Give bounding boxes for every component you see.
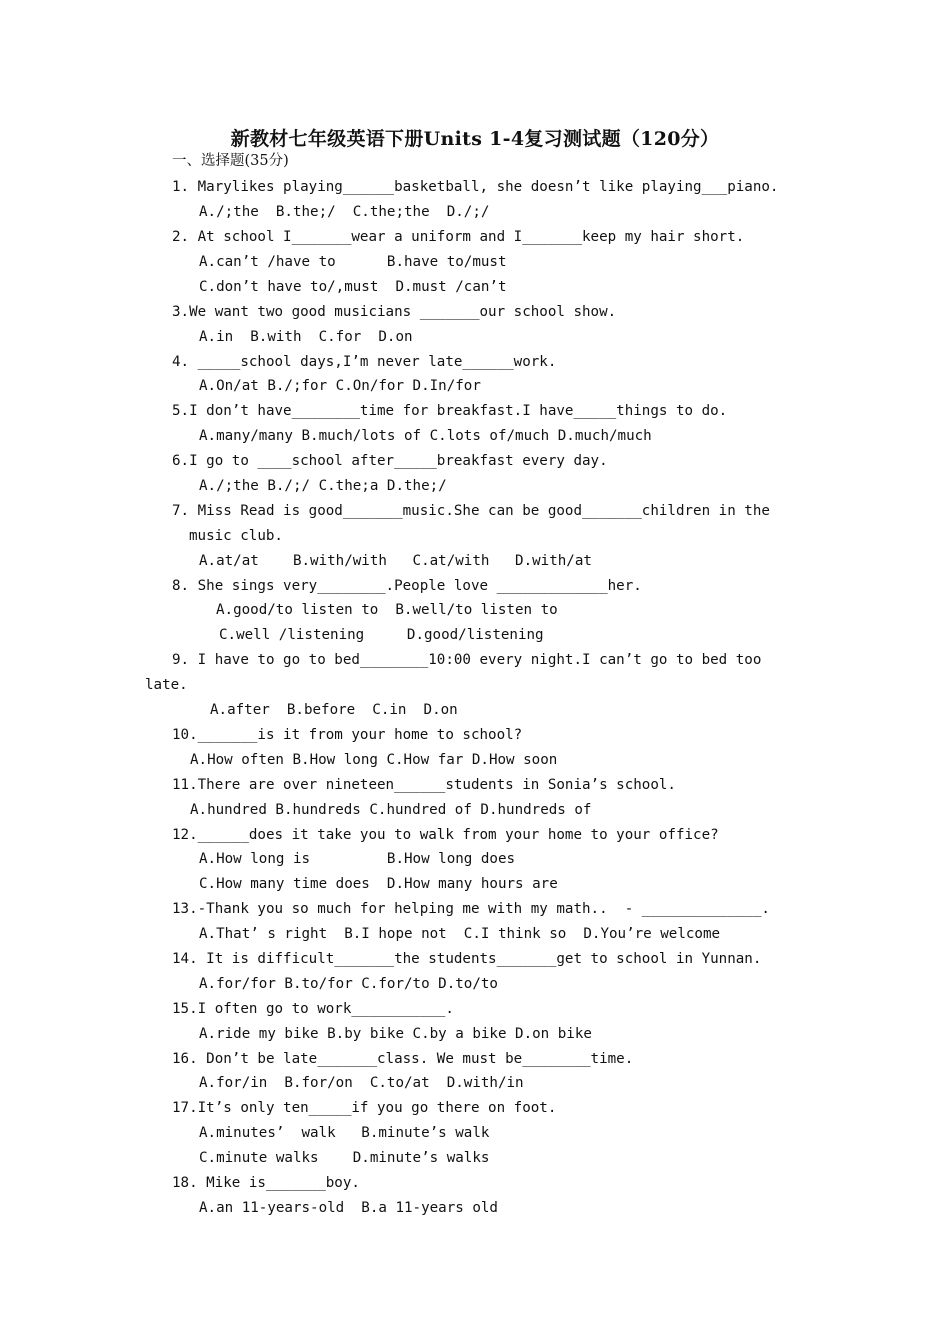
question-line: 3.We want two good musicians _______our school show. — [172, 304, 617, 320]
options-line: A.at/at B.with/with C.at/with D.with/at — [199, 553, 592, 569]
question-line: 2. At school I_______wear a uniform and I_______keep my hair short. — [172, 229, 745, 245]
question-line: 8. She sings very________.People love _____________her. — [172, 578, 642, 594]
question-line: 5.I don’t have________time for breakfast.I have_____things to do. — [172, 403, 728, 419]
question-line: 1. Marylikes playing______basketball, she doesn’t like playing___piano. — [172, 179, 779, 195]
question-line: 16. Don’t be late_______class. We must be________time. — [172, 1051, 634, 1067]
options-line: A.On/at B./;for C.On/for D.In/for — [199, 378, 481, 394]
question-line: 17.It’s only ten_____if you go there on foot. — [172, 1100, 557, 1116]
question-line: 6.I go to ____school after_____breakfast every day. — [172, 453, 608, 469]
options-line: A.for/in B.for/on C.to/at D.with/in — [199, 1075, 524, 1091]
options-line: A.That’ s right B.I hope not C.I think so D.You’re welcome — [199, 926, 721, 942]
question-line: 14. It is difficult_______the students_______get to school in Yunnan. — [172, 951, 762, 967]
options-line: A.in B.with C.for D.on — [199, 329, 413, 345]
question-line: late. — [145, 677, 188, 693]
page-title: 新教材七年级英语下册Units 1-4复习测试题（120分） — [230, 128, 720, 150]
question-line: 7. Miss Read is good_______music.She can be good_______children in the — [172, 503, 770, 519]
question-line: 11.There are over nineteen______students in Sonia’s school. — [172, 777, 676, 793]
options-line: C.don’t have to/,must D.must /can’t — [199, 279, 507, 295]
question-line: 18. Mike is_______boy. — [172, 1175, 360, 1191]
options-line: A.How often B.How long C.How far D.How soon — [190, 752, 558, 768]
question-line: 12.______does it take you to walk from your home to your office? — [172, 827, 719, 843]
options-line: A.for/for B.to/for C.for/to D.to/to — [199, 976, 498, 992]
options-line: A.How long is B.How long does — [199, 851, 516, 867]
options-line: A.ride my bike B.by bike C.by a bike D.on bike — [199, 1026, 592, 1042]
options-line: A./;the B./;/ C.the;a D.the;/ — [199, 478, 447, 494]
options-line: C.minute walks D.minute’s walks — [199, 1150, 490, 1166]
question-line: 15.I often go to work___________. — [172, 1001, 454, 1017]
options-line: A.can’t /have to B.have to/must — [199, 254, 507, 270]
question-line: 4. _____school days,I’m never late______work. — [172, 354, 557, 370]
section-heading: 一、选择题(35分) — [172, 153, 289, 169]
options-line: A.good/to listen to B.well/to listen to — [216, 602, 558, 618]
options-line: C.How many time does D.How many hours are — [199, 876, 558, 892]
options-line: C.well /listening D.good/listening — [219, 627, 544, 643]
options-line: A.an 11-years-old B.a 11-years old — [199, 1200, 498, 1216]
options-line: A.after B.before C.in D.on — [210, 702, 458, 718]
options-line: A.hundred B.hundreds C.hundred of D.hundreds of — [190, 802, 592, 818]
question-line: 13.-Thank you so much for helping me with my math.. - ______________. — [172, 901, 770, 917]
options-line: A.many/many B.much/lots of C.lots of/much D.much/much — [199, 428, 652, 444]
question-line: 9. I have to go to bed________10:00 every night.I can’t go to bed too — [172, 652, 762, 668]
question-line: 10._______is it from your home to school? — [172, 727, 523, 743]
options-line: A.minutes’ walk B.minute’s walk — [199, 1125, 490, 1141]
options-line: A./;the B.the;/ C.the;the D./;/ — [199, 204, 490, 220]
question-line: music club. — [189, 528, 283, 544]
